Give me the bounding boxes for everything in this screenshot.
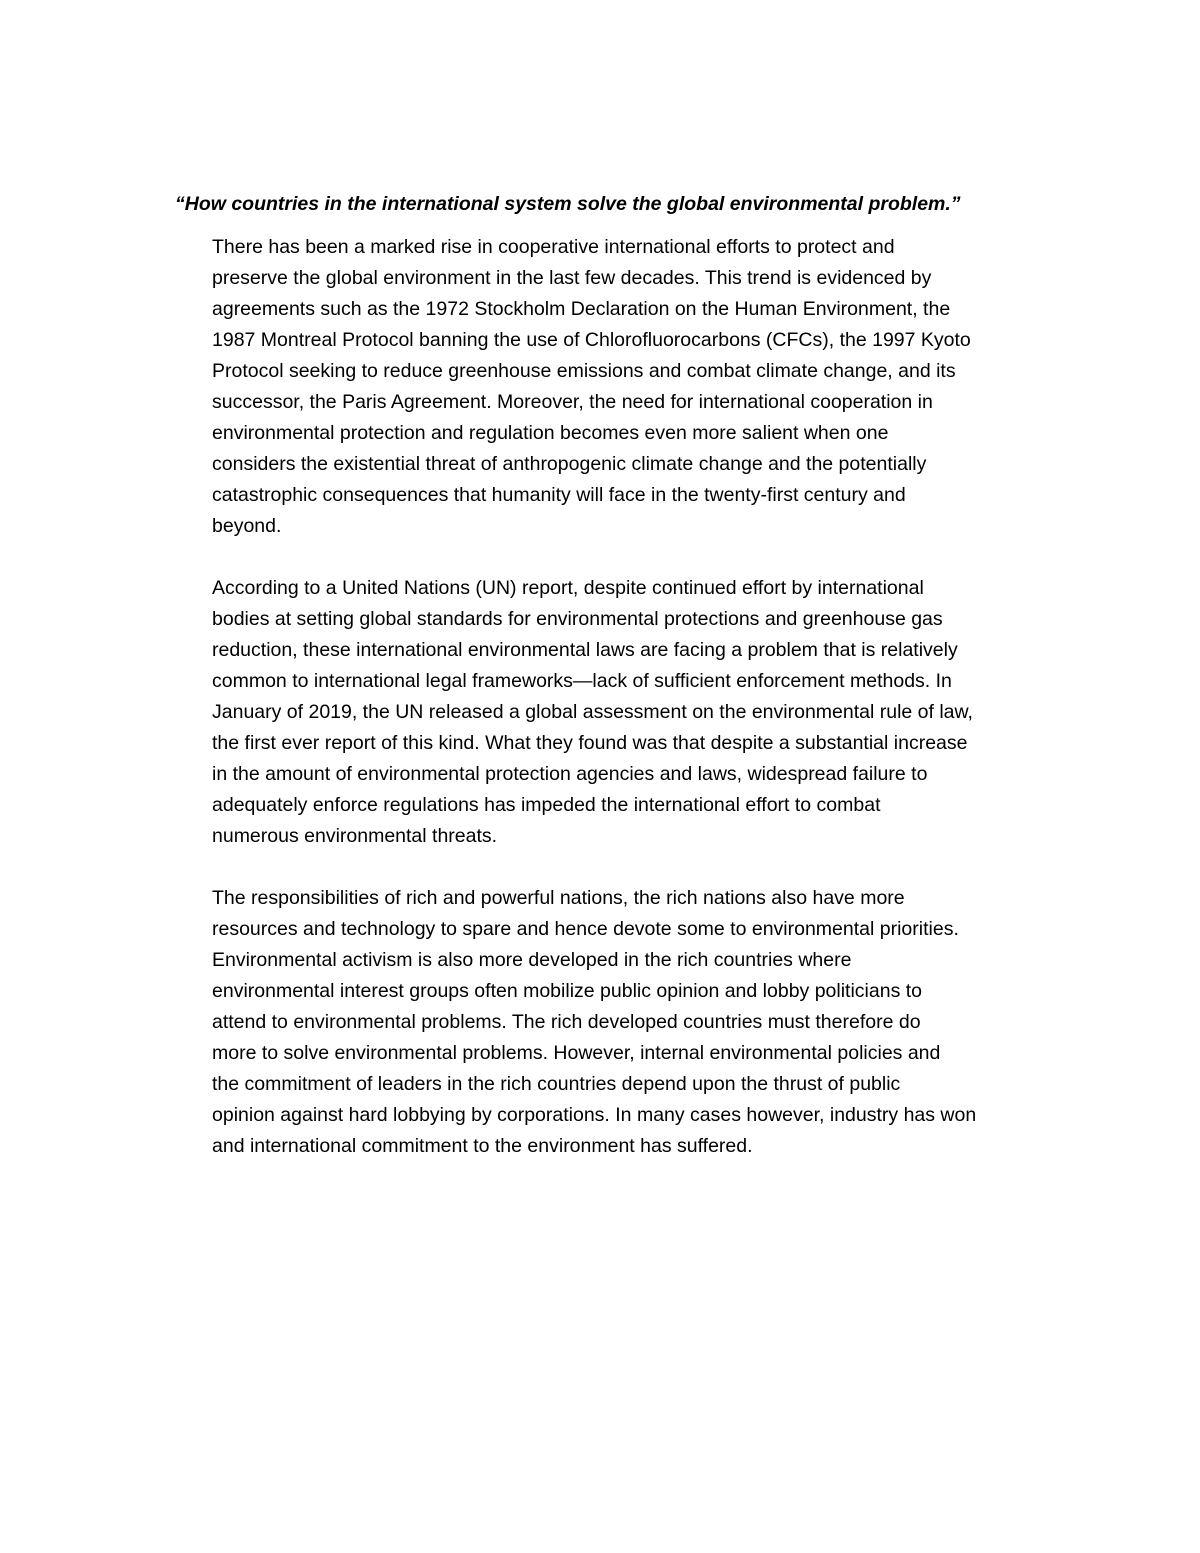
paragraph-cooperation: [212, 232, 1072, 542]
text-line: January of 2019, the UN released a global assessment on the environmental rule of law,: [212, 701, 973, 723]
text-line: resources and technology to spare and hence devote some to environmental priorities.: [212, 918, 959, 940]
text-line: attend to environmental problems. The rich developed countries must therefore do: [212, 1011, 921, 1033]
document-body: [212, 232, 1072, 1193]
text-line: preserve the global environment in the last few decades. This trend is evidenced by: [212, 267, 932, 289]
text-line: successor, the Paris Agreement. Moreover, the need for international cooperation in: [212, 391, 933, 413]
text-line: Protocol seeking to reduce greenhouse emissions and combat climate change, and its: [212, 360, 956, 382]
document-title: “How countries in the international system solve the global environmental problem.”: [175, 193, 961, 215]
text-line: in the amount of environmental protection agencies and laws, widespread failure to: [212, 763, 928, 785]
text-line: catastrophic consequences that humanity will face in the twenty-first century and: [212, 484, 906, 506]
text-line: Environmental activism is also more developed in the rich countries where: [212, 949, 852, 971]
text-line: agreements such as the 1972 Stockholm Declaration on the Human Environment, the: [212, 298, 951, 320]
text-line: bodies at setting global standards for environmental protections and greenhouse gas: [212, 608, 943, 630]
text-line: common to international legal frameworks—lack of sufficient enforcement methods. In: [212, 670, 952, 692]
text-line: adequately enforce regulations has impeded the international effort to combat: [212, 794, 881, 816]
paragraph-un-report: [212, 573, 1072, 852]
paragraph-rich-nations: [212, 883, 1072, 1162]
text-line: environmental protection and regulation becomes even more salient when one: [212, 422, 889, 444]
text-line: reduction, these international environmental laws are facing a problem that is relatively: [212, 639, 958, 661]
text-line: The responsibilities of rich and powerful nations, the rich nations also have more: [212, 887, 905, 909]
text-line: numerous environmental threats.: [212, 825, 498, 847]
text-line: opinion against hard lobbying by corporations. In many cases however, industry has won: [212, 1104, 977, 1126]
text-line: beyond.: [212, 515, 282, 537]
text-line: and international commitment to the environment has suffered.: [212, 1135, 753, 1157]
text-line: the commitment of leaders in the rich countries depend upon the thrust of public: [212, 1073, 901, 1095]
text-line: According to a United Nations (UN) report, despite continued effort by international: [212, 577, 924, 599]
text-line: There has been a marked rise in cooperative international efforts to protect and: [212, 236, 895, 258]
text-line: the first ever report of this kind. What they found was that despite a substantial increase: [212, 732, 968, 754]
text-line: environmental interest groups often mobilize public opinion and lobby politicians to: [212, 980, 923, 1002]
text-line: considers the existential threat of anthropogenic climate change and the potentially: [212, 453, 927, 475]
text-line: 1987 Montreal Protocol banning the use of Chlorofluorocarbons (CFCs), the 1997 Kyoto: [212, 329, 971, 351]
text-line: more to solve environmental problems. However, internal environmental policies and: [212, 1042, 941, 1064]
